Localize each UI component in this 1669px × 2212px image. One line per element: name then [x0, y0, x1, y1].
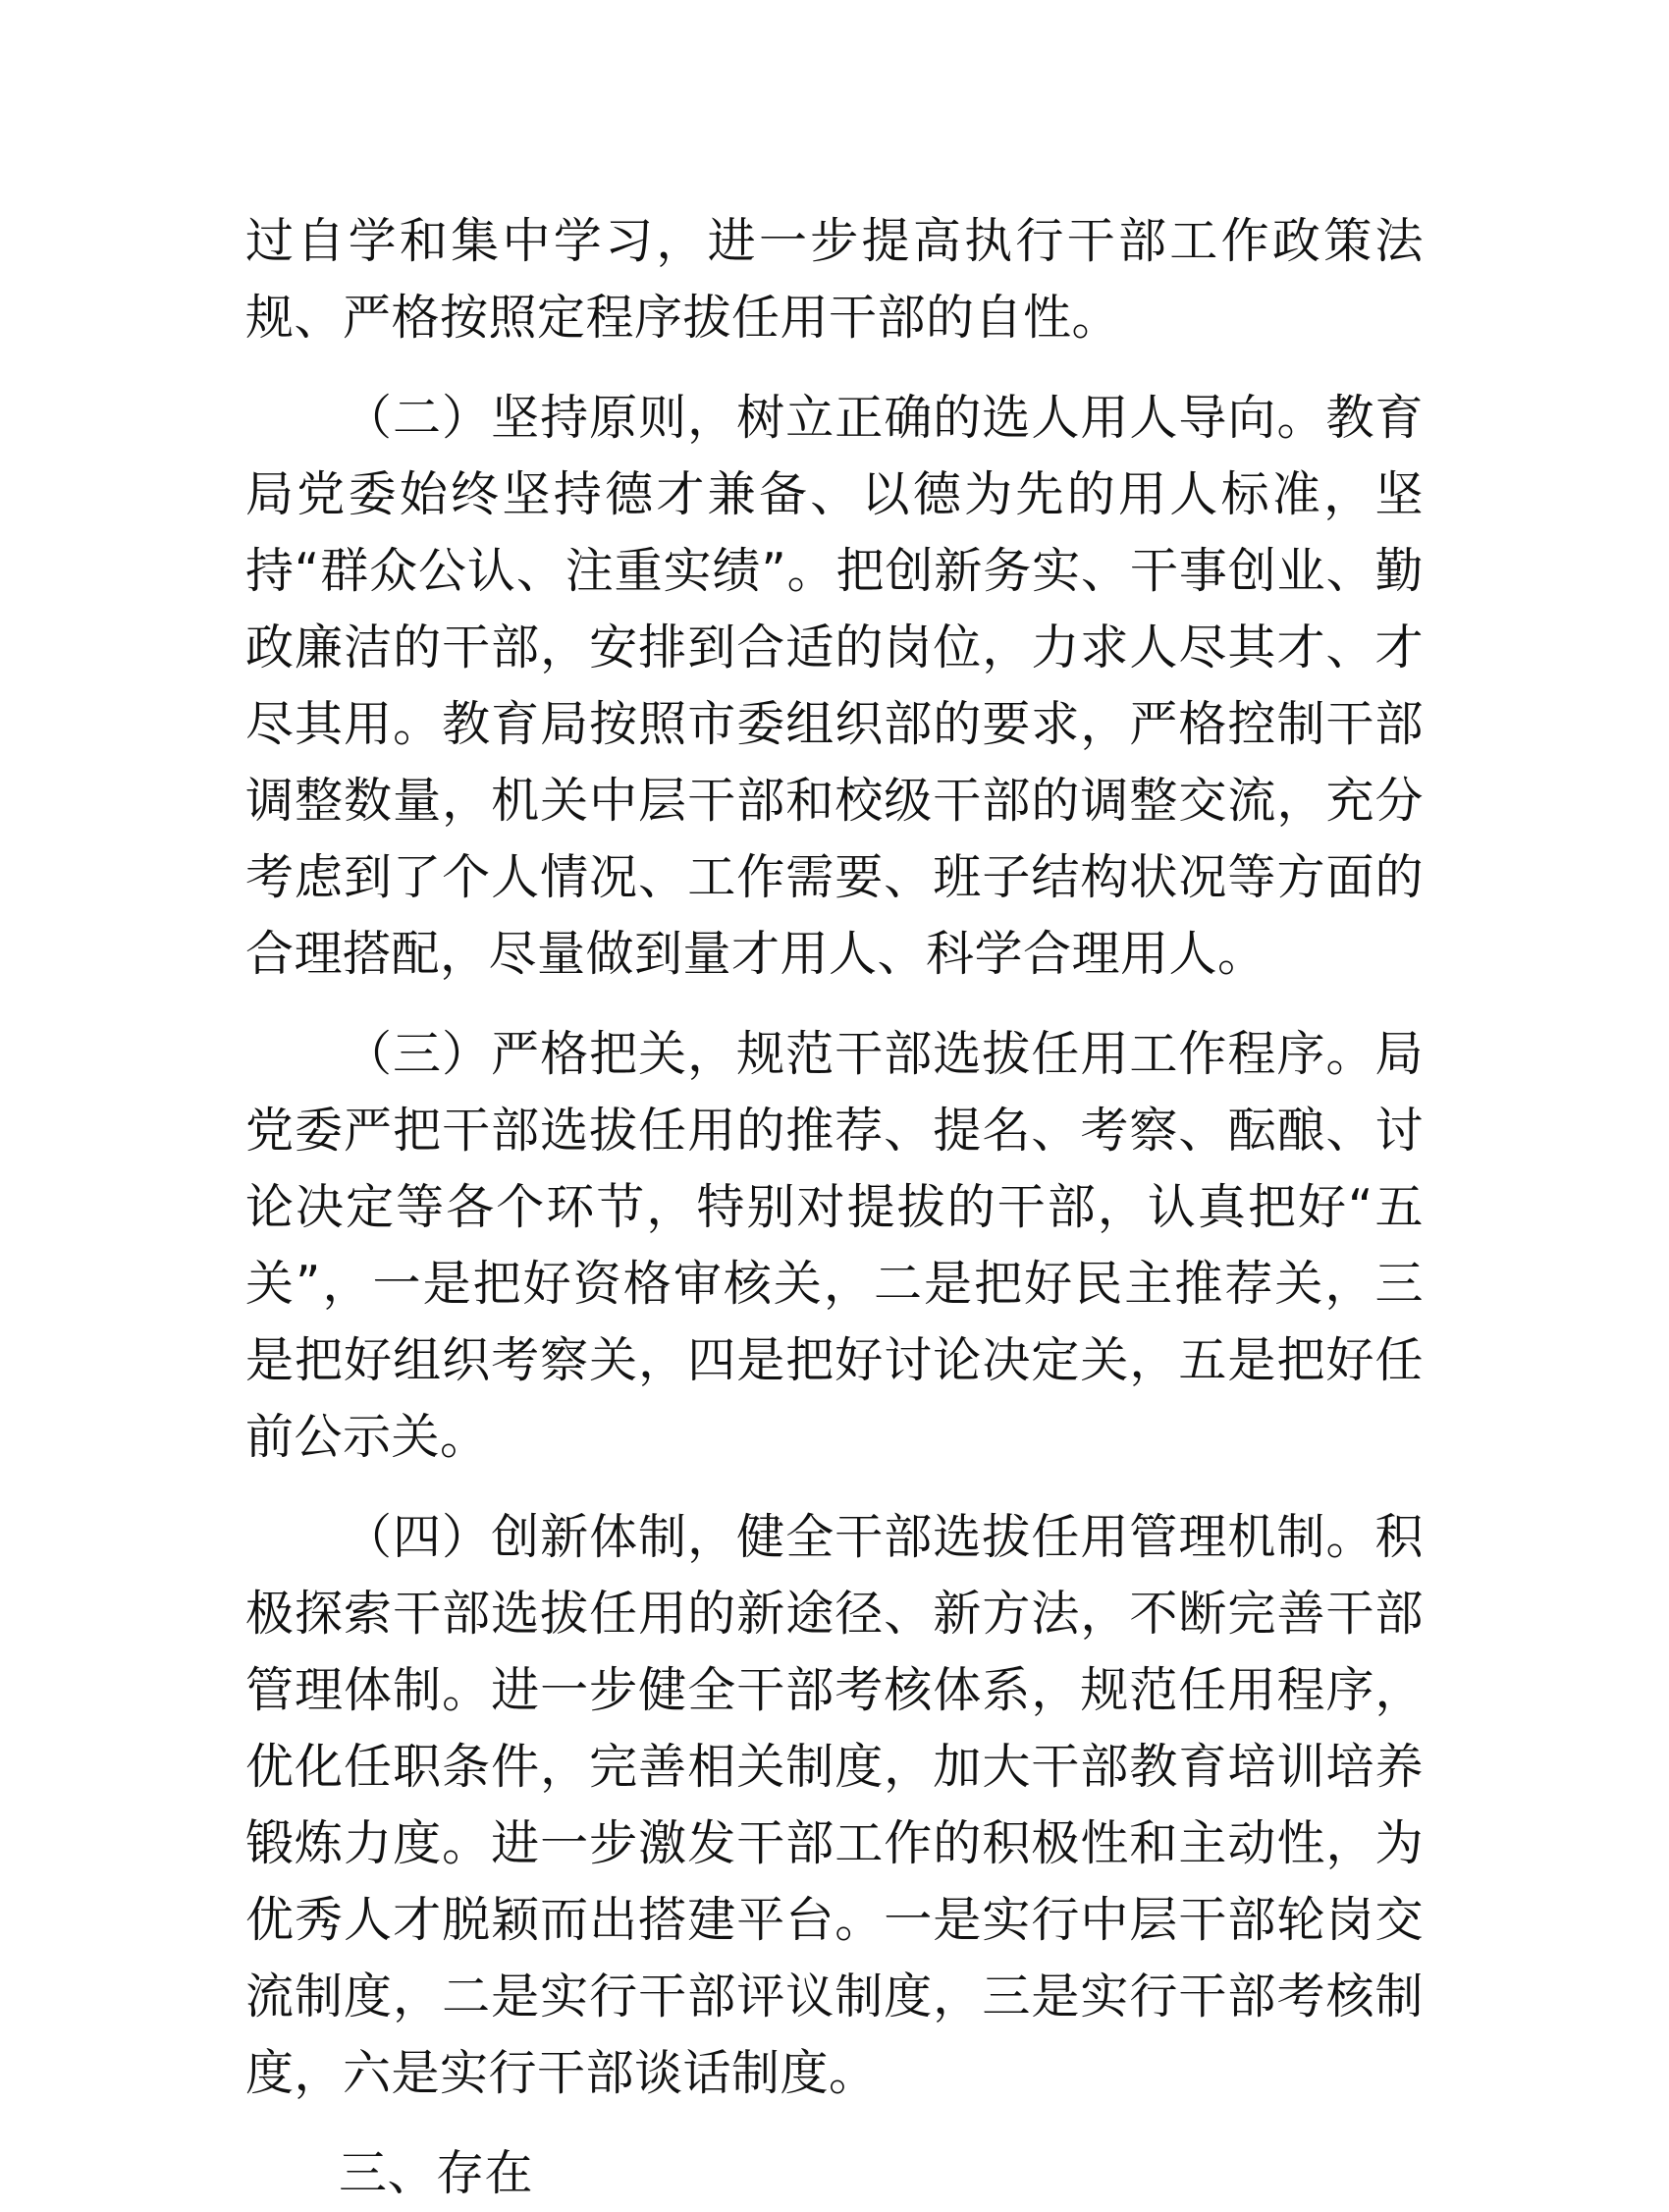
paragraph-section-4: （四）创新体制，健全干部选拔任用管理机制。积极探索干部选拔任用的新途径、新方法，不断完善干部管理体制。进一步健全干部考核体系，规范任用程序，优化任职条件，完善相关制度，加大干部教育培训培养锻炼力度。进一步激发干部工作的积极性和主动性，为优秀人才脱颖而出搭建平台。一是实行中层干部轮岗交流制度，二是实行干部评议制度，三是实行干部考核制度，六是实行干部谈话制度。 — [245, 1509, 1424, 2101]
paragraph-section-2: （二）坚持原则，树立正确的选人用人导向。教育局党委始终坚持德才兼备、以德为先的用人标准，坚持“群众公认、注重实绩”。把创新务实、干事创业、勤政廉洁的干部，安排到合适的岗位，力求人尽其才、才尽其用。教育局按照市委组织部的要求，严格控制干部调整数量，机关中层干部和校级干部的调整交流，充分考虑到了个人情况、工作需要、班子结构状况等方面的合理搭配，尽量做到量才用人、科学合理用人。 — [245, 390, 1424, 982]
section-heading: 三、存在 — [339, 2145, 534, 2201]
paragraph-continuation: 过自学和集中学习，进一步提高执行干部工作政策法规、严格按照定程序拔任用干部的自性。 — [245, 213, 1424, 346]
document-body — [245, 203, 1424, 2212]
paragraph-section-3: （三）严格把关，规范干部选拔任用工作程序。局党委严把干部选拔任用的推荐、提名、考察、酝酿、讨论决定等各个环节，特别对提拔的干部，认真把好“五关”，一是把好资格审核关，二是把好民主推荐关，三是把好组织考察关，四是把好讨论决定关，五是把好任前公示关。 — [245, 1026, 1424, 1465]
